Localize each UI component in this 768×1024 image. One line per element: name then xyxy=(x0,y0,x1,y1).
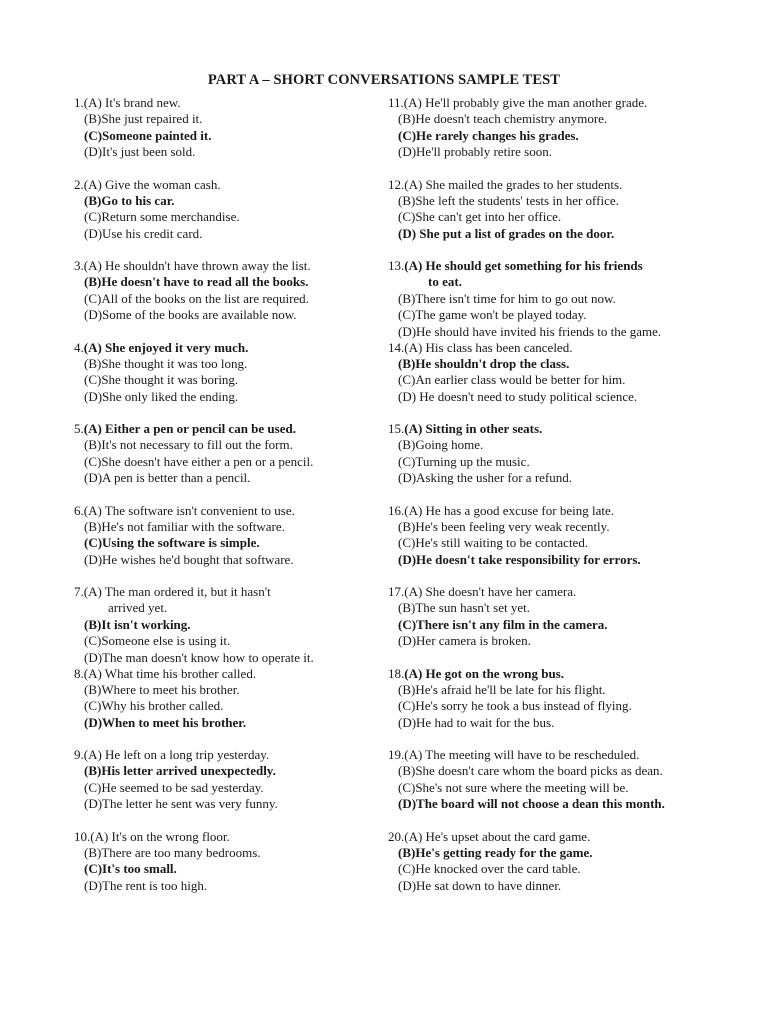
question-first-line xyxy=(74,177,404,193)
correct-answer-text: (C)It's too small. xyxy=(84,861,177,877)
answer-option xyxy=(388,633,718,649)
option-text: (C)All of the books on the list are required. xyxy=(84,290,309,306)
answer-option xyxy=(74,274,404,290)
question-item xyxy=(74,258,404,340)
option-text: (D) He doesn't need to study political science. xyxy=(398,388,638,404)
answer-option xyxy=(74,389,404,405)
option-text: (C)An earlier class would be better for him. xyxy=(398,372,626,388)
answer-option xyxy=(388,845,718,861)
question-item xyxy=(388,666,718,748)
answer-option xyxy=(388,780,718,796)
option-text: arrived yet. xyxy=(108,600,168,616)
option-text: (A) The software isn't convenient to use. xyxy=(83,502,295,518)
question-item xyxy=(74,177,404,259)
option-text: (A) He left on a long trip yesterday. xyxy=(83,747,270,762)
answer-option xyxy=(74,535,404,551)
answer-option xyxy=(74,861,404,877)
answer-option xyxy=(388,437,718,453)
answer-option xyxy=(388,193,718,209)
option-text: (D)He sat down to have dinner. xyxy=(398,877,562,893)
question-number: 12. xyxy=(388,176,405,192)
option-text: (B)He doesn't teach chemistry anymore. xyxy=(398,111,608,127)
correct-answer-text: (C)Someone painted it. xyxy=(84,127,212,143)
answer-option xyxy=(388,715,718,731)
question-first-line xyxy=(74,584,404,600)
answer-option xyxy=(388,552,718,568)
answer-option xyxy=(388,519,718,535)
question-first-line xyxy=(74,829,404,845)
question-number: 1. xyxy=(74,95,84,110)
option-text: (C)She can't get into her office. xyxy=(398,209,562,225)
option-text: (A) He's upset about the card game. xyxy=(404,828,591,844)
option-text: (B)The sun hasn't set yet. xyxy=(398,600,530,616)
option-text: (D)She only liked the ending. xyxy=(84,388,239,404)
answer-option xyxy=(388,372,718,388)
answer-option xyxy=(388,128,718,144)
correct-answer-text: (C)He rarely changes his grades. xyxy=(398,127,579,143)
answer-option xyxy=(388,535,718,551)
answer-option xyxy=(388,454,718,470)
question-number: 11. xyxy=(388,95,404,110)
answer-option xyxy=(388,470,718,486)
question-first-line xyxy=(388,584,718,600)
option-text: (B)He's been feeling very weak recently. xyxy=(398,518,610,534)
question-number: 20. xyxy=(388,828,405,844)
option-text: (B)She doesn't care whom the board picks as dean. xyxy=(398,763,663,779)
answer-option xyxy=(74,144,404,160)
question-first-line xyxy=(74,503,404,519)
correct-answer-text: (A) He should get something for his friends xyxy=(404,258,643,273)
correct-answer-text: (A) Either a pen or pencil can be used. xyxy=(83,421,296,436)
option-text: (D)The rent is too high. xyxy=(84,877,208,893)
option-text: (B)There are too many bedrooms. xyxy=(84,844,261,860)
question-first-line xyxy=(388,666,718,682)
correct-answer-text: (B)His letter arrived unexpectedly. xyxy=(84,763,276,779)
answer-option xyxy=(388,307,718,323)
option-text: (B)Where to meet his brother. xyxy=(84,681,240,697)
correct-answer-text: (C)Using the software is simple. xyxy=(84,535,260,551)
answer-option xyxy=(74,128,404,144)
option-text: (C)He knocked over the card table. xyxy=(398,861,581,877)
question-number: 5. xyxy=(74,421,84,436)
answer-option xyxy=(388,111,718,127)
option-text: (A) It's brand new. xyxy=(83,95,181,110)
answer-option xyxy=(74,780,404,796)
option-text: (C)Turning up the music. xyxy=(398,453,530,469)
question-first-line xyxy=(74,421,404,437)
answer-option xyxy=(74,552,404,568)
question-number: 19. xyxy=(388,747,405,762)
option-text: (D)The letter he sent was very funny. xyxy=(84,796,278,812)
option-text: (A) It's on the wrong floor. xyxy=(90,828,230,844)
answer-option xyxy=(74,796,404,812)
option-text: (C)She thought it was boring. xyxy=(84,372,239,388)
question-first-line xyxy=(388,258,718,274)
question-first-line xyxy=(74,340,404,356)
answer-option xyxy=(74,715,404,731)
correct-answer-text: (B)Go to his car. xyxy=(84,192,175,208)
option-text: (B)She just repaired it. xyxy=(84,111,203,127)
option-text: (D)He wishes he'd bought that software. xyxy=(84,551,294,567)
answer-option xyxy=(74,291,404,307)
answer-option xyxy=(74,650,404,666)
question-first-line xyxy=(388,340,718,356)
answer-option xyxy=(74,763,404,779)
question-number: 17. xyxy=(388,584,405,599)
option-text: (B)He's afraid he'll be late for his flight. xyxy=(398,681,606,697)
answer-option xyxy=(74,226,404,242)
answer-option xyxy=(388,144,718,160)
option-text: (D)The man doesn't know how to operate it. xyxy=(84,649,314,665)
answer-option xyxy=(74,682,404,698)
question-first-line xyxy=(74,666,404,682)
option-text: (A) What time his brother called. xyxy=(83,665,257,681)
option-text: (D)Some of the books are available now. xyxy=(84,307,297,323)
question-item xyxy=(74,340,404,422)
question-item xyxy=(74,747,404,829)
answer-option xyxy=(74,307,404,323)
answer-option xyxy=(74,698,404,714)
option-text: (D)Her camera is broken. xyxy=(398,633,531,649)
question-number: 7. xyxy=(74,584,84,599)
correct-answer-text: (B)He shouldn't drop the class. xyxy=(398,355,570,371)
question-item xyxy=(388,829,718,911)
option-text: (C)He's still waiting to be contacted. xyxy=(398,535,589,551)
question-number: 10. xyxy=(74,828,91,844)
answer-option xyxy=(74,372,404,388)
correct-answer-text: (B)It isn't working. xyxy=(84,616,191,632)
option-text: (D)He should have invited his friends to the game. xyxy=(398,323,662,339)
option-text: (C)She's not sure where the meeting will be. xyxy=(398,779,629,795)
question-number: 4. xyxy=(74,339,84,355)
answer-option xyxy=(388,796,718,812)
option-text: (B)She left the students' tests in her office. xyxy=(398,192,619,208)
correct-answer-text: (A) She enjoyed it very much. xyxy=(83,339,249,355)
answer-option xyxy=(74,470,404,486)
page-title: PART A – SHORT CONVERSATIONS SAMPLE TEST xyxy=(207,72,561,88)
answer-option xyxy=(388,617,718,633)
question-item xyxy=(388,421,718,503)
answer-option xyxy=(388,698,718,714)
answer-option xyxy=(388,274,718,290)
right-question-column xyxy=(388,95,718,910)
question-number: 14. xyxy=(388,339,405,355)
answer-option xyxy=(388,226,718,242)
answer-option xyxy=(74,878,404,894)
correct-answer-text: (D)When to meet his brother. xyxy=(84,714,247,730)
question-number: 9. xyxy=(74,747,84,762)
question-number: 13. xyxy=(388,258,405,273)
answer-option xyxy=(74,454,404,470)
option-text: (D)Use his credit card. xyxy=(84,225,203,241)
answer-option xyxy=(74,356,404,372)
correct-answer-text: (A) He got on the wrong bus. xyxy=(404,665,564,681)
question-first-line xyxy=(388,177,718,193)
question-item xyxy=(388,503,718,585)
question-number: 3. xyxy=(74,258,84,273)
question-item xyxy=(74,421,404,503)
answer-option xyxy=(74,437,404,453)
answer-option xyxy=(388,600,718,616)
correct-answer-text: (B)He doesn't have to read all the books. xyxy=(84,274,309,290)
option-text: (A) She mailed the grades to her students. xyxy=(404,176,623,192)
question-item xyxy=(74,829,404,911)
question-item xyxy=(388,177,718,259)
option-text: (B)It's not necessary to fill out the form. xyxy=(84,437,293,453)
answer-option xyxy=(388,763,718,779)
question-first-line xyxy=(388,95,718,111)
option-text: (B)Going home. xyxy=(398,437,484,453)
option-text: (A) His class has been canceled. xyxy=(404,339,573,355)
question-item xyxy=(74,95,404,177)
answer-option xyxy=(74,209,404,225)
correct-answer-text: (D) She put a list of grades on the door. xyxy=(398,225,615,241)
question-number: 8. xyxy=(74,665,84,681)
answer-option xyxy=(388,389,718,405)
option-text: (D)He had to wait for the bus. xyxy=(398,714,555,730)
answer-option xyxy=(388,861,718,877)
correct-answer-text: (B)He's getting ready for the game. xyxy=(398,844,593,860)
question-number: 2. xyxy=(74,176,84,192)
option-text: (B)She thought it was too long. xyxy=(84,355,248,371)
question-number: 6. xyxy=(74,502,84,518)
option-text: (D)It's just been sold. xyxy=(84,144,196,160)
option-text: (A) Give the woman cash. xyxy=(83,176,221,192)
option-text: (B)He's not familiar with the software. xyxy=(84,518,285,534)
answer-option xyxy=(74,600,404,616)
option-text: (C)The game won't be played today. xyxy=(398,307,587,323)
question-first-line xyxy=(388,747,718,763)
option-text: (A) He shouldn't have thrown away the list. xyxy=(83,258,311,273)
option-text: (C)Someone else is using it. xyxy=(84,633,231,649)
question-first-line xyxy=(74,747,404,763)
question-number: 15. xyxy=(388,421,405,436)
option-text: (A) He has a good excuse for being late. xyxy=(404,502,614,518)
question-first-line xyxy=(388,829,718,845)
question-first-line xyxy=(388,503,718,519)
question-item xyxy=(74,503,404,585)
question-item xyxy=(388,747,718,829)
correct-answer-text: (D)He doesn't take responsibility for errors. xyxy=(398,551,641,567)
question-number: 16. xyxy=(388,502,405,518)
question-item xyxy=(388,95,718,177)
correct-answer-text: (C)There isn't any film in the camera. xyxy=(398,616,608,632)
answer-option xyxy=(388,209,718,225)
question-item xyxy=(388,340,718,422)
option-text: (C)She doesn't have either a pen or a pencil. xyxy=(84,453,314,469)
answer-option xyxy=(388,356,718,372)
option-text: (C)Why his brother called. xyxy=(84,698,224,714)
question-item xyxy=(388,584,718,666)
answer-option xyxy=(388,324,718,340)
option-text: (C)He's sorry he took a bus instead of flying. xyxy=(398,698,632,714)
option-text: (A) She doesn't have her camera. xyxy=(404,584,577,599)
question-item xyxy=(74,584,404,666)
question-first-line xyxy=(74,258,404,274)
option-text: (A) The meeting will have to be rescheduled. xyxy=(404,747,640,762)
option-text: (A) He'll probably give the man another grade. xyxy=(403,95,648,110)
correct-answer-text: (A) Sitting in other seats. xyxy=(404,421,543,436)
answer-option xyxy=(74,193,404,209)
left-question-column xyxy=(74,95,404,910)
answer-option xyxy=(74,633,404,649)
answer-option xyxy=(74,519,404,535)
option-text: (A) The man ordered it, but it hasn't xyxy=(83,584,271,599)
correct-answer-text: to eat. xyxy=(428,274,462,290)
answer-option xyxy=(74,111,404,127)
answer-option xyxy=(388,878,718,894)
question-first-line xyxy=(388,421,718,437)
option-text: (D)He'll probably retire soon. xyxy=(398,144,552,160)
correct-answer-text: (D)The board will not choose a dean this month. xyxy=(398,796,665,812)
answer-option xyxy=(388,291,718,307)
question-number: 18. xyxy=(388,665,405,681)
answer-option xyxy=(74,617,404,633)
answer-option xyxy=(74,845,404,861)
answer-option xyxy=(388,682,718,698)
option-text: (D)Asking the usher for a refund. xyxy=(398,470,573,486)
question-item xyxy=(388,258,718,340)
option-text: (C)Return some merchandise. xyxy=(84,209,240,225)
question-first-line xyxy=(74,95,404,111)
option-text: (D)A pen is better than a pencil. xyxy=(84,470,251,486)
question-item xyxy=(74,666,404,748)
option-text: (B)There isn't time for him to go out now. xyxy=(398,290,616,306)
option-text: (C)He seemed to be sad yesterday. xyxy=(84,779,264,795)
